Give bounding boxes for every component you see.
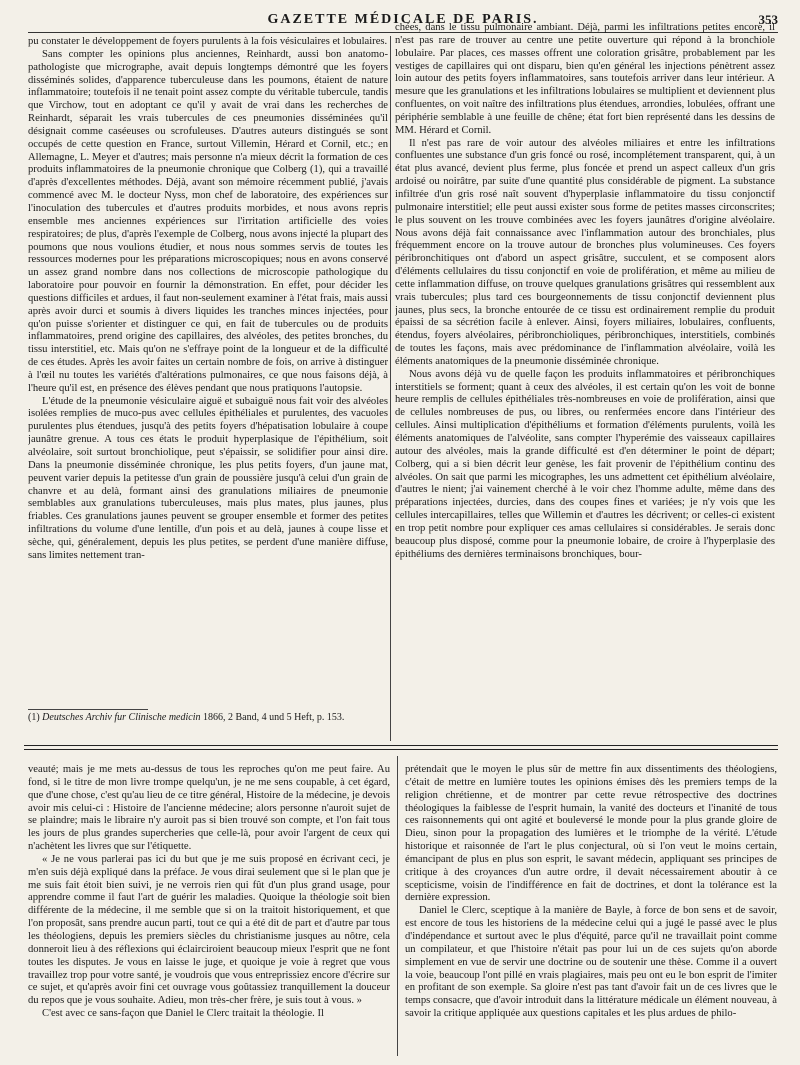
column-divider bbox=[390, 36, 391, 741]
column-bottom-left bbox=[28, 764, 390, 1060]
footnote-title: Deutsches Archiv fur Clinische medicin bbox=[42, 712, 201, 723]
footnote-text: 1866, 2 Band, 4 und 5 Heft, p. 153. bbox=[200, 712, 345, 723]
section-divider bbox=[24, 749, 778, 750]
paragraph: Il n'est pas rare de voir autour des alvéoles miliaires et entre les infiltrations confluentes une substance d'un gris foncé ou rosé, incomplétement transparent, qui, à un état plus avancé, devient plus ferme, plus foncée et prend un aspect calleux d'un gris ardoisé ou noirâtre, par suite d'une quantité plus considérable de pigment. La substance infiltrée d'un gris rosé naît souvent d'hyperplasie inflammatoire du tissu conjonctif pulmonaire interstitiel; elle peut aussi exister sous forme de petites masses circonscrites; le plus souvent on les trouve combinées avec les foyers jaunâtres d'origine alvéolaire. Nous avons déjà fait connaissance avec l'inflammation autour des bronchiales, plus fréquemment encore on la trouve autour de bronches plus volumineuses. Ces foyers péribronchitiques ont d'abord un aspect grisâtre, succulent, et se composent alors d'éléments cellulaires du tissu conjonctif en voie de prolifération, et même au milieu de cette inflammation diffuse, on trouve quelques granulations grisâtres qui ressemblent aux vrais tubercules; plus tard ces bourgeonnements de tissu conjonctif deviennent plus jaunes, plus secs, la bronche entourée de ce tissu est ordinairement remplie du produit épaissi de sa sécrétion facile à enlever. Ainsi, foyers miliaires, lobulaires, confluents, étendus, foyers alvéolaires, péribronchioliques, péribronchiques, interstitiels, combinés de toutes les façons, mais avec prédominance de l'inflammation alvéolaire, voilà les éléments anatomiques de la pneumonie disséminée chronique. bbox=[395, 137, 775, 367]
footnote bbox=[28, 712, 388, 742]
paragraph: Nous avons déjà vu de quelle façon les produits inflammatoires et péribronchiques interstitiels se forment; quant à ceux des alvéoles, il est certain qu'on les voit de bonne heure remplis de cellules épithéliales très-nombreuses en voie de prolifération, ainsi que de cellules nombreuses de pus, ou libres, ou renfermées encore dans l'intérieur des cellules. Ainsi multiplication d'épithéliums et formation d'éléments purulents, voilà les éléments anatomiques de l'alvéolite, sans compter l'hyperémie des vaisseaux capillaires autour des alvéoles, mais la grande difficulté est d'en déterminer le point de départ; Colberg, qui a si bien décrit leur genèse, les fait provenir de l'épithélium continu des alvéoles. On sait que parmi les micographes, les uns admettent cet épithélium alvéolaire, d'autres le nient; j'ai vainement cherché à le voir chez l'homme adulte, même dans des préparations injectées, durcies, dans des coupes fines et variées; je n'y vois que les cellules intercapillaires, telles que Willemin et d'autres les décrivent; or celles-ci existent en trop petit nombre pour expliquer ces amas cellulaires si considérables. Je serais donc beaucoup plus disposé, comme pour la pneumonie lobaire, de croire à l'hyperplasie des épithéliums des dernières terminaisons bronchiques, bour- bbox=[395, 368, 775, 560]
footnote-prefix: (1) bbox=[28, 712, 43, 723]
paragraph: « Je ne vous parlerai pas ici du but que je me suis proposé en écrivant ceci, je m'en suis déjà expliqué dans la préface. Je vous dirai seulement que si le plan que je me suis fait étoit bien suivi, je ne verrois rien qui fût d'un plus grand usage, pour apprendre comme il faut l'art de guérir les maladies. Quoique la théologie soit bien différente de la médecine, il me semble que si on la traitoit historiquement, et que l'on proposât, sans prendre aucun parti, tout ce qui a été dit de part et d'autre par tous les théologiens, depuis les premiers siècles du christianisme jusques au nôtre, cela donneroit lieu à des réflexions qui éclairciroient beaucoup mieux l'esprit que ne font toutes les disputes. Je vous en laisse le juge, et quoique je voie à regret que vous travaillez trop pour votre santé, je voudrois que vous entreprissiez encore d'écrire sur ce sujet, et qu'après avoir fini cet ouvrage vous goûtassiez tranquillement la douceur du repos que je vous souhaite. Adieu, mon très-cher frère, je suis tout à vous. » bbox=[28, 853, 390, 1007]
column-divider bbox=[397, 756, 398, 1056]
column-top-right bbox=[395, 22, 775, 742]
paragraph: chées, dans le tissu pulmonaire ambiant. Déjà, parmi les infiltrations petites encore, il n'est pas rare de trouver au centre une petite ouverture qui répond à la bronchiole lobulaire. Par places, ces masses offrent une coloration grisâtre, probablement par les vestiges de capillaires qui ont disparu, bien qu'en général les injections pénètrent assez loin autour des petits foyers inflammatoires, sans toutefois arriver dans leur intérieur. A mesure que les granulations et les infiltrations lobulaires se multiplient et deviennent plus confluentes, on voit naître des infiltrations plus étendues, arrondies, lobulées, offrant une périphérie semblable à une feuille de chêne; état fort bien représenté dans les dessins de MM. Hérard et Cornil. bbox=[395, 22, 775, 136]
section-divider bbox=[24, 745, 778, 746]
paragraph: veauté; mais je me mets au-dessus de tous les reproches qu'on me peut faire. Au fond, si le titre de mon livre trompe quelqu'un, je ne me sens coupable, à cet égard, que d'une chose, c'est qu'au lieu de ce titre général, Histoire de la médecine, je devois avoir mis celui-ci : Histoire de l'ancienne médecine; alors personne n'auroit sujet de se plaindre; mais le libraire n'y auroit pas si bien trouvé son compte, et l'on fait tous les jours de plus grandes supercheries que celle-là, pour avoir l'argent de ceux qui n'achètent les livres que sur l'étiquette. bbox=[28, 764, 390, 853]
paragraph: pu constater le développement de foyers purulents à la fois vésiculaires et lobulaires. bbox=[28, 36, 388, 47]
journal-title: GAZETTE MÉDICALE DE PARIS. bbox=[267, 12, 539, 27]
footnote-rule bbox=[28, 709, 148, 710]
column-bottom-right bbox=[405, 764, 777, 1060]
paragraph: prétendait que le moyen le plus sûr de mettre fin aux dissentiments des théologiens, c'était de mettre en lumière toutes les opinions émises dès les premiers temps de la religion chrétienne, et de montrer par cette revue rétrospective des doctrines théologiques la faiblesse de l'esprit humain, la vanité des docteurs et l'inanité de tous ces raisonnements qui ont agité et bouleversé le monde pour la plus grande gloire de Dieu, sinon pour la propagation des lumières et le triomphe de la vérité. L'étude historique et raisonnée de l'art le plus conjectural, où si l'on veut le moins certain, émancipant de plus en plus son esprit, le savant médecin, appliquant ses principes de critique à des croyances d'un autre ordre, il devait nécessairement aboutir à ce scepticisme, voisin de l'indifférence en fait de doctrines, et dont la tolérance est la dernière expression. bbox=[405, 764, 777, 904]
page-number: 353 bbox=[758, 12, 778, 27]
paragraph: C'est avec ce sans-façon que Daniel le Clerc traitait la théologie. Il bbox=[42, 1008, 324, 1020]
column-top-left bbox=[28, 36, 388, 706]
paragraph: Daniel le Clerc, sceptique à la manière de Bayle, à force de bon sens et de savoir, est encore de tous les historiens de la médecine celui qui a jugé le passé avec le plus d'indépendance et surtout avec le plus d'équité, parce qu'il ne travaillait point comme un compilateur, et que l'histoire n'était pas pour lui un de ces sujets qu'on aborde simplement en vue de servir une doctrine ou de soutenir une thèse. Comme il a ouvert la voie, beaucoup l'ont pillé en vrais plagiaires, mais peu ont eu le bon esprit de l'imiter en profitant de son exemple. Sa gloire n'est pas tant d'avoir fait un de ces livres que le temps consacre, que d'avoir introduit dans la littérature médicale un élément nouveau, à savoir la critique appliquée aux questions capitales et les plus ardues de philo- bbox=[405, 905, 777, 1020]
paragraph: L'étude de la pneumonie vésiculaire aiguë et subaiguë nous fait voir des alvéoles isolées remplies de muco-pus avec cellules épithéliales et purulentes, des vacuoles purulentes plus étendues, jusqu'à des petits foyers d'hépatisation lobulaire à coupe jaunâtre grenue. A tous ces états le produit hyperplasique de l'épithélium, soit alvéolaire, soit surtout bronchiolique, peut s'épaissir, se solidifier pour ainsi dire. Dans la pneumonie disséminée chronique, les plus petits foyers, d'un jaune mat, peuvent varier depuis la petitesse d'un grain de poussière jusqu'à celui d'un grain de chanvre et au delà, formant ainsi des granulations miliaires de pneumonie semblables aux granulations tuberculeuses, mais plus mates, plus jaunes, plus friables. Ces granulations jaunes peuvent se grouper ensemble et former des petites infiltrations du volume d'une lentille, d'un pois et au delà, jaunes à coupe lisse et sèche, qui, généralement, depuis les plus petites, se perdent d'une manière diffuse, sans limites nettement tran- bbox=[28, 395, 388, 561]
paragraph: Sans compter les opinions plus anciennes, Reinhardt, aussi bon anatomo-pathologiste que micrographe, avait depuis longtemps démontré que les foyers disséminés solides, d'apparence tuberculeuse dans les poumons, étaient de nature inflammatoire; toutefois il ne tenait point assez compte du véritable tubercule, tandis que Virchow, tout en adoptant ce qu'il y avait de vrai dans les recherches de Reinhardt, séparait les vrais tubercules de ces pneumonies disséminées qu'il désignait comme caséeuses ou scrofuleuses. D'autres auteurs distingués se sont occupés de cette question en France, surtout Villemin, Hérard et Cornil, etc.; en Allemagne, L. Meyer et d'autres; mais personne n'a mieux décrit la formation de ces produits inflammatoires de la pneumonie chronique que Colberg (1), qui a travaillé d'après d'excellentes méthodes. Déjà, avant son mémoire récemment publié, j'avais commencé avec M. le docteur Nyss, mon chef de laboratoire, des expériences sur l'inoculation des tubercules et d'autres produits morbides, et nous avons repris ensemble mes anciennes expériences sur l'irritation artificielle des voies respiratoires; de plus, d'après l'exemple de Colberg, nous avons injecté la plupart des poumons que nous voulions étudier, et nous nous sommes servis de toutes les ressources modernes pour les préparations microscopiques; nous en avons conservé un assez grand nombre dans nos collections de microscopie pathologique du laboratoire pour pouvoir en fournir la démonstration. En effet, pour décider les questions difficiles et ardues, il faut non-seulement examiner à l'état frais, mais aussi après avoir durci et soumis à divers liquides les tranches minces injectées, pour qu'on puisse s'orienter et distinguer ce qui, en fait de tubercules ou de produits inflammatoires, prend origine des capillaires, des alvéoles, des petites bronches, du tissu interstitiel, etc. Mais qu'on ne s'effraye point de la longueur et de la difficulté de ces études. Après les avoir faites un certain nombre de fois, on arrive à distinguer à l'œil nu toutes les variétés d'altérations pulmonaires, ce que nous faisons déjà, à l'heure qu'il est, en présence des élèves pendant que nous pratiquons l'autopsie. bbox=[28, 48, 388, 394]
